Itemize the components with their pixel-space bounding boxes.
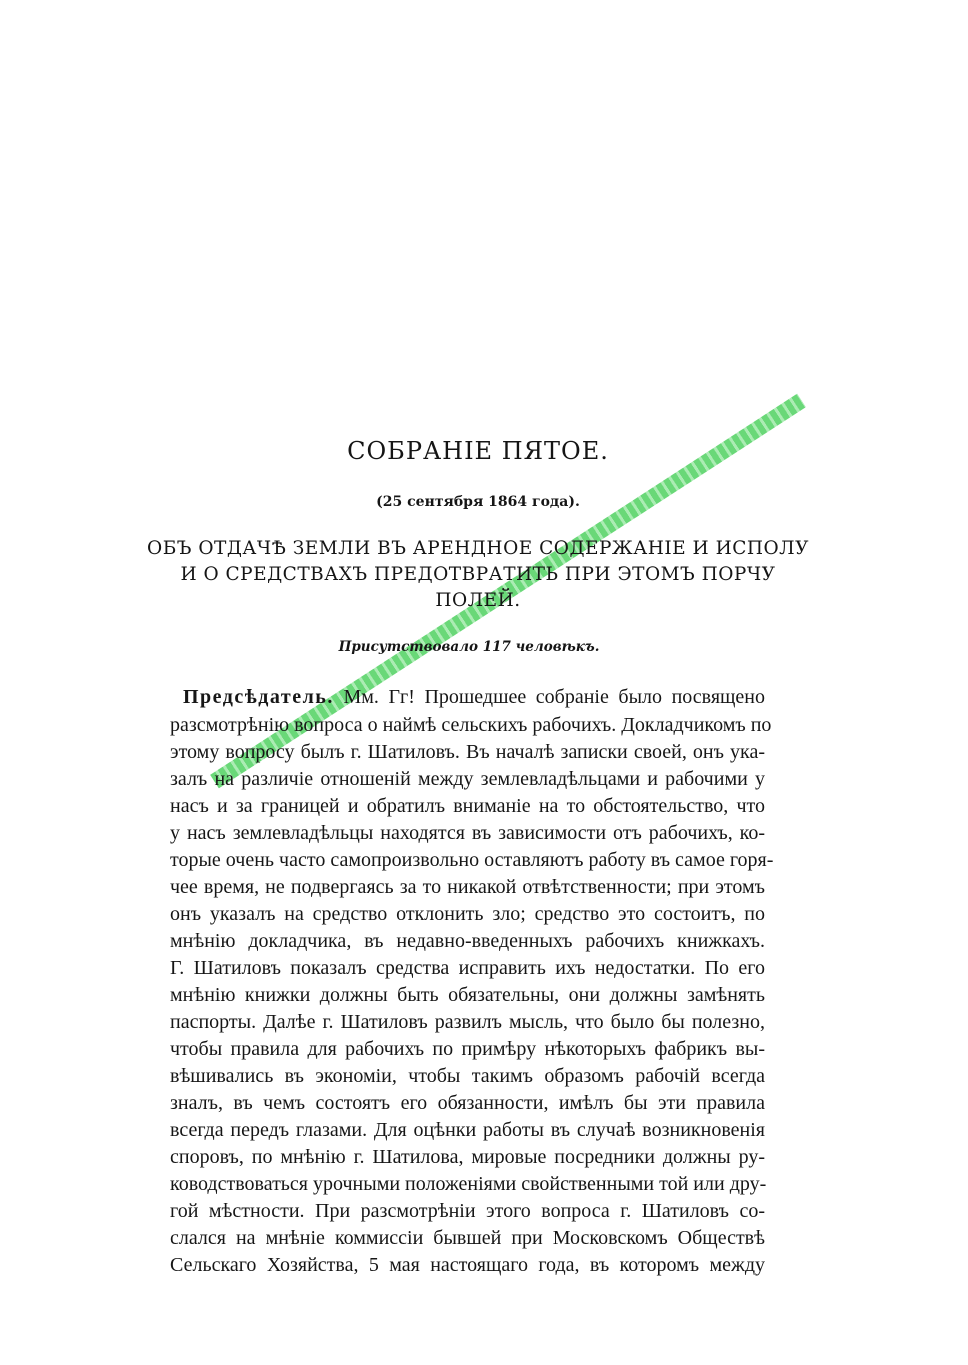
body-line: этому вопросу былъ г. Шатиловъ. Въ началѣ записки своей, онъ ука-	[170, 741, 765, 763]
body-line: всегда передъ глазами. Для оцѣнки работы въ случаѣ возникновенія	[170, 1119, 765, 1141]
body-line: мнѣнію книжки должны быть обязательны, они должны замѣнять	[170, 984, 765, 1006]
subtitle-line: ПОЛЕЙ.	[435, 590, 521, 611]
body-line: насъ и за границей и обратилъ вниманіе на то обстоятельство, что	[170, 795, 765, 817]
body-line	[183, 685, 765, 709]
body-line: разсмотрѣнію вопроса о наймѣ сельскихъ рабочихъ. Докладчикомъ по	[170, 714, 772, 736]
body-line: ководствоваться урочными положеніями свойственными той или дру-	[170, 1173, 767, 1195]
body-line: Г. Шатиловъ показалъ средства исправить ихъ недостатки. По его	[170, 957, 765, 979]
body-line: паспорты. Далѣе г. Шатиловъ развилъ мысль, что было бы полезно,	[170, 1011, 765, 1033]
body-line: чтобы правила для рабочихъ по примѣру нѣкоторыхъ фабрикъ вы-	[170, 1038, 765, 1060]
meeting-date: (25 сентября 1864 года).	[376, 494, 580, 510]
speaker-label: Предсѣдатель.	[183, 686, 334, 708]
body-line: у насъ землевладѣльцы находятся въ зависимости отъ рабочихъ, ко-	[170, 822, 765, 844]
body-line: Сельскаго Хозяйства, 5 мая настоящаго года, въ которомъ между	[170, 1254, 765, 1276]
subtitle-line: И О СРЕДСТВАХЪ ПРЕДОТВРАТИТЬ ПРИ ЭТОМЪ ПОРЧУ	[180, 564, 776, 585]
body-line-text: Мм. Гг! Прошедшее собраніе было посвящено	[343, 686, 766, 708]
attendance-note: Присутствовало 117 человѣкъ.	[338, 639, 600, 655]
body-line: гой мѣстности. При разсмотрѣніи этого вопроса г. Шатиловъ со-	[170, 1200, 765, 1222]
subtitle-line: ОБЪ ОТДАЧѢ ЗЕМЛИ ВЪ АРЕНДНОЕ СОДЕРЖАНІЕ И ИСПОЛУ	[147, 538, 809, 559]
body-line: вѣшивались въ экономіи, чтобы такимъ образомъ рабочій всегда	[170, 1065, 765, 1087]
body-line: залъ на различіе отношеній между землевладѣльцами и рабочими у	[170, 768, 765, 790]
body-line: слался на мнѣніе коммиссіи бывшей при Московскомъ Обществѣ	[170, 1227, 765, 1249]
body-line: торые очень часто самопроизвольно оставляютъ работу въ самое горя-	[170, 849, 774, 871]
body-line: зналъ, въ чемъ состоятъ его обязанности, имѣлъ бы эти правила	[170, 1092, 765, 1114]
body-line: мнѣнію докладчика, въ недавно-введенныхъ рабочихъ книжкахъ.	[170, 930, 765, 952]
body-line: споровъ, по мнѣнію г. Шатилова, мировые посредники должны ру-	[170, 1146, 765, 1168]
page-title: СОБРАНІЕ ПЯТОЕ.	[347, 437, 609, 465]
body-line: чее время, не подвергаясь за то никакой отвѣтственности; при этомъ	[170, 876, 765, 898]
body-line: онъ указалъ на средство отклонить зло; средство это состоитъ, по	[170, 903, 765, 925]
